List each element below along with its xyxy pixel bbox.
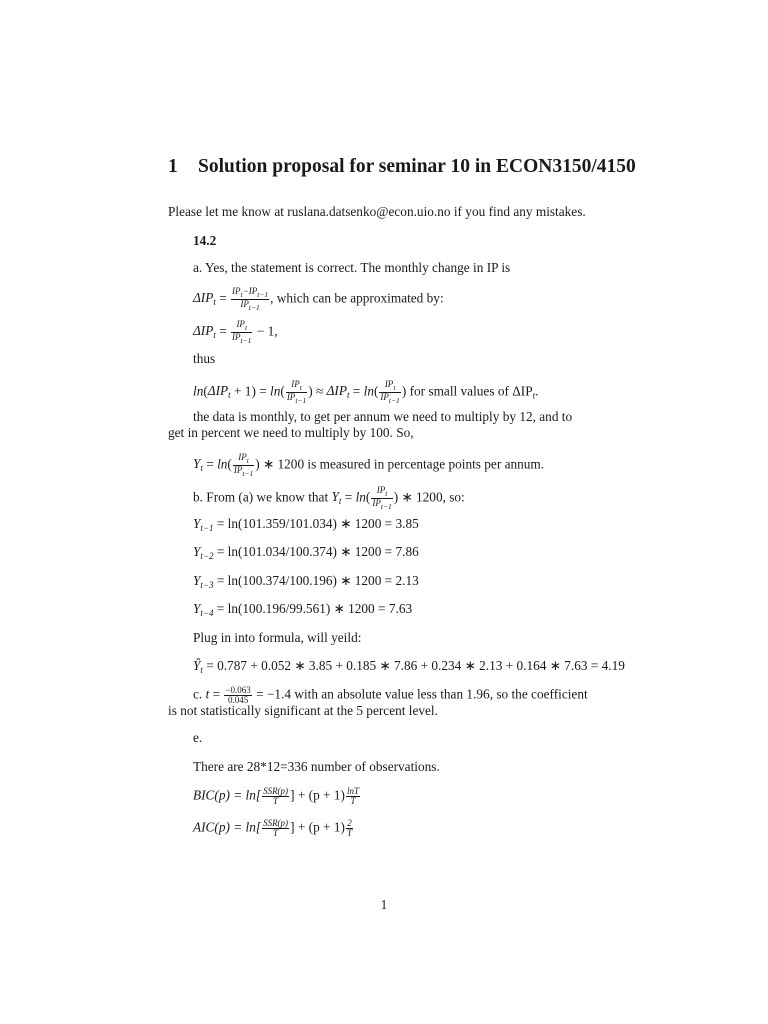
bic-mid: ] + (p + 1) <box>290 787 345 803</box>
lag-sub: t−2 <box>200 551 214 561</box>
equation-log: $\ln(\Delta IP_t + 1) = \ln$( $\frac{IP_t}{IP_{t-1}}$ ) ≈ $\Delta IP_t = \ln$( $\frac{IP_t}{IP_{t-1}}$ ) for small values of $\Delta IP_t$. <box>193 379 539 405</box>
t-denominator: 0.045 <box>227 695 249 705</box>
lag-row: $Y_{t-1} = \ln(101.359/101.034)$ ∗ 1200 = 3.85 <box>193 516 419 533</box>
lag-sub: t−3 <box>200 580 214 590</box>
equation-yt: $Y_t = \ln$( $\frac{IP_t}{IP_{t-1}}$ ) ∗ 1200 is measured in percentage points per annum. <box>193 452 545 478</box>
lag-row: $Y_{t-2} = \ln(101.034/100.374)$ ∗ 1200 = 7.86 <box>193 544 419 561</box>
bic-penalty-num: lnT <box>346 786 359 796</box>
aic-ssr: SSR(p) <box>263 818 289 828</box>
part-c-label: c. <box>193 686 203 702</box>
part-c-tail: = −1.4 with an absolute value less than 1.96, so the coefficient <box>256 686 588 702</box>
eq1-text: , which can be approximated by: <box>270 290 444 306</box>
intro-text: Please let me know at ruslana.datsenko@econ.uio.no if you find any mistakes. <box>168 204 586 219</box>
lag-row: $Y_{t-4} = \ln(100.196/99.561)$ ∗ 1200 = 7.63 <box>193 601 413 618</box>
part-c-line-1: c. t = $\frac{-0.063}{0.045}$ = −1.4 with an absolute value less than 1.96, so the coefficient <box>193 685 588 705</box>
data-line-2: get in percent we need to multiply by 100. So, <box>168 425 414 440</box>
part-c-line-2: is not statistically significant at the 5 percent level. <box>168 703 438 718</box>
bic-ssr: SSR(p) <box>263 786 289 796</box>
lag-value: = ln(100.196/99.561) ∗ 1200 = 7.63 <box>216 601 413 616</box>
section-heading <box>168 156 636 178</box>
part-e-label: e. <box>193 730 203 745</box>
page-number: 1 <box>380 897 388 912</box>
aic-penalty-den: T <box>346 828 352 838</box>
aic-lhs: AIC(p) = ln[ <box>193 819 262 835</box>
aic-mid: ] + (p + 1) <box>290 819 345 835</box>
lag-row: $Y_{t-3} = \ln(100.374/100.196)$ ∗ 1200 = 2.13 <box>193 573 419 590</box>
lag-value: = ln(101.034/100.374) ∗ 1200 = 7.86 <box>216 544 419 559</box>
bic-t: T <box>273 796 279 806</box>
bic-penalty-den: T <box>350 796 356 806</box>
forecast-value: = 0.787 + 0.052 ∗ 3.85 + 0.185 ∗ 7.86 + 0.234 ∗ 2.13 + 0.164 ∗ 7.63 = 4.19 <box>206 658 625 673</box>
part-b-lead: b. From (a) we know that $Y_t = \ln$( $\frac{IP_t}{IP_{t-1}}$ ) ∗ 1200, so: <box>193 485 465 511</box>
aic-equation <box>193 819 354 838</box>
lag-value: = ln(100.374/100.196) ∗ 1200 = 2.13 <box>216 573 419 588</box>
data-line-1: the data is monthly, to get per annum we need to multiply by 12, and to <box>193 409 573 424</box>
section-title-text: Solution proposal for seminar 10 in ECON3150/4150 <box>198 156 636 177</box>
plug-text: Plug in into formula, will yeild: <box>193 630 362 645</box>
section-number: 1 <box>168 156 178 177</box>
part-b-lead-tail: ∗ 1200, so: <box>401 489 465 505</box>
part-a-lead: a. Yes, the statement is correct. The monthly change in IP is <box>193 260 511 275</box>
problem-label: 14.2 <box>193 233 217 248</box>
eq4-tail: ∗ 1200 is measured in percentage points per annum. <box>263 456 545 472</box>
lag-value: = ln(101.359/101.034) ∗ 1200 = 3.85 <box>216 516 419 531</box>
observations-text: There are 28*12=336 number of observations. <box>193 759 440 774</box>
bic-lhs: BIC(p) = ln[ <box>193 787 262 803</box>
eq3-tail: for small values of ΔIP <box>409 383 533 399</box>
thus-text: thus <box>193 351 216 366</box>
eq2-tail: − 1, <box>256 323 278 339</box>
part-b-lead-text: b. From (a) we know that <box>193 489 329 505</box>
forecast-equation: $Ŷ_t = 0.787 + 0.052$ ∗ 3.85 + 0.185 ∗ 7.86 + 0.234 ∗ 2.13 + 0.164 ∗ 7.63 = 4.19 <box>193 658 625 675</box>
lag-sub: t−4 <box>200 608 214 618</box>
bic-equation <box>193 787 361 806</box>
equation-approx: $\Delta IP_t$ = $\frac{IP_t}{IP_{t-1}}$ − 1, <box>193 319 278 345</box>
lag-sub: t−1 <box>200 523 214 533</box>
aic-penalty-num: 2 <box>347 818 352 828</box>
aic-t: T <box>273 828 279 838</box>
t-numerator: −0.063 <box>225 685 251 695</box>
equation-delta-ip: $\Delta IP_t$ = $\frac{IP_t-IP_{t-1}}{IP_{t-1}}$ , which can be approximated by: <box>193 286 444 312</box>
